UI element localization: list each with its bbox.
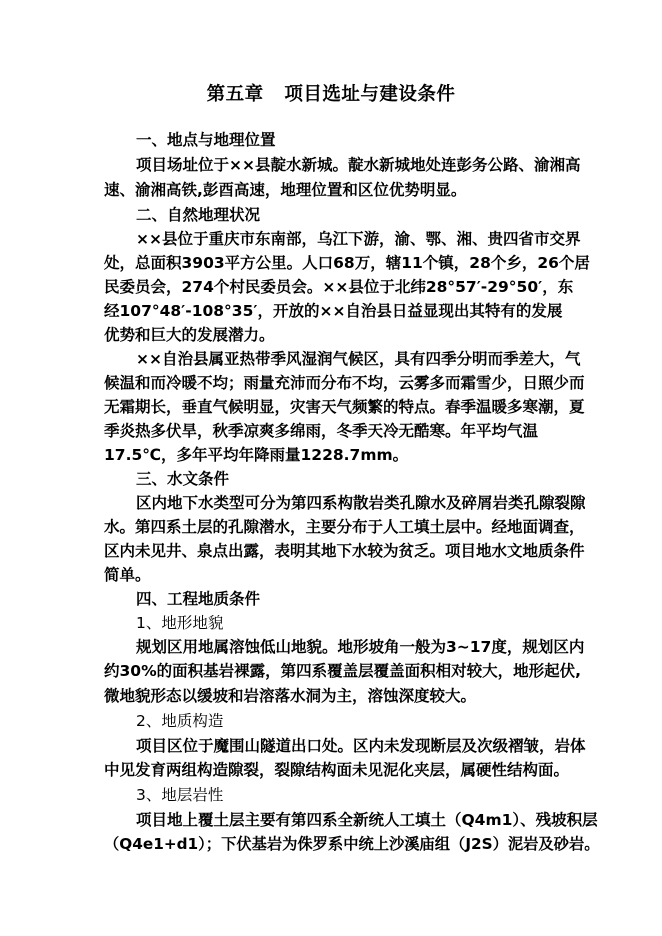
subheading-terrain: 1、地形地貌 [136,614,224,632]
paragraph-line: 约30%的面积基岩裸露，第四系覆盖层覆盖面积相对较大，地形起伏, [104,662,581,680]
paragraph-line: 优势和巨大的发展潜力。 [104,326,275,344]
paragraph-line: 水。第四系土层的孔隙潜水，主要分布于人工填土层中。经地面调查， [104,518,585,536]
subheading-geologic-structure: 2、地质构造 [136,712,224,730]
paragraph-line: 项目场址位于××县靛水新城。靛水新城地处连彭务公路、渝湘高 [136,156,581,174]
paragraph-line: （Q4e1+d1）；下伏基岩为侏罗系中统上沙溪庙组（J2S）泥岩及砂岩。 [104,835,600,853]
heading-hydrology: 三、水文条件 [136,470,230,488]
heading-location: 一、地点与地理位置 [136,131,276,149]
paragraph-line: 中见发育两组构造隙裂，裂隙结构面未见泥化夹层，属硬性结构面。 [104,761,570,779]
paragraph-line: 候温和而冷暖不均；雨量充沛而分布不均，云雾多而霜雪少，日照少而 [104,374,585,392]
page-title: 第五章 项目选址与建设条件 [206,84,456,105]
paragraph-line: 民委员会，274个村民委员会。××县位于北纬28°57′-29°50′，东 [104,278,574,296]
heading-engineering-geology: 四、工程地质条件 [136,590,261,608]
paragraph-line: 区内地下水类型可分为第四系构散岩类孔隙水及碎屑岩类孔隙裂隙 [136,494,586,512]
paragraph-line: 处，总面积3903平方公里。人口68万，辖11个镇，28个乡，26个居 [104,254,590,272]
paragraph-line: 季炎热多伏旱，秋季凉爽多绵雨，冬季天冷无酷寒。年平均气温 [104,422,539,440]
paragraph-line: ××县位于重庆市东南部，乌江下游，渝、鄂、湘、贵四省市交界 [136,230,581,248]
heading-natural-geography: 二、自然地理状况 [136,206,261,224]
paragraph-line: 项目地上覆土层主要有第四系全新统人工填土（Q4m1）、残坡积层 [136,811,598,829]
paragraph-line: 规划区用地属溶蚀低山地貌。地形坡角一般为3~17度，规划区内 [136,638,585,656]
paragraph-line: 微地貌形态以缓坡和岩溶落水洞为主，溶蚀深度较大。 [104,687,477,705]
paragraph-line: 无霜期长，垂直气候明显，灾害天气频繁的特点。春季温暖多寒潮，夏 [104,398,585,416]
paragraph-line: 区内未见井、泉点出露，表明其地下水较为贫乏。项目地水文地质条件 [104,542,585,560]
paragraph-line: ××自治县属亚热带季风湿润气候区，具有四季分明而季差大，气 [136,350,581,368]
paragraph-line: 简单。 [104,566,151,584]
paragraph-line: 项目区位于魔围山隧道出口处。区内未发现断层及次级褶皱，岩体 [136,737,586,755]
subheading-stratigraphy: 3、地层岩性 [136,786,224,804]
paragraph-line: 经107°48′-108°35′，开放的××自治县日益显现出其特有的发展 [104,302,563,320]
paragraph-line: 17.5℃，多年平均年降雨量1228.7mm。 [104,446,409,464]
paragraph-line: 速、渝湘高铁,彭酉高速，地理位置和区位优势明显。 [104,181,467,199]
